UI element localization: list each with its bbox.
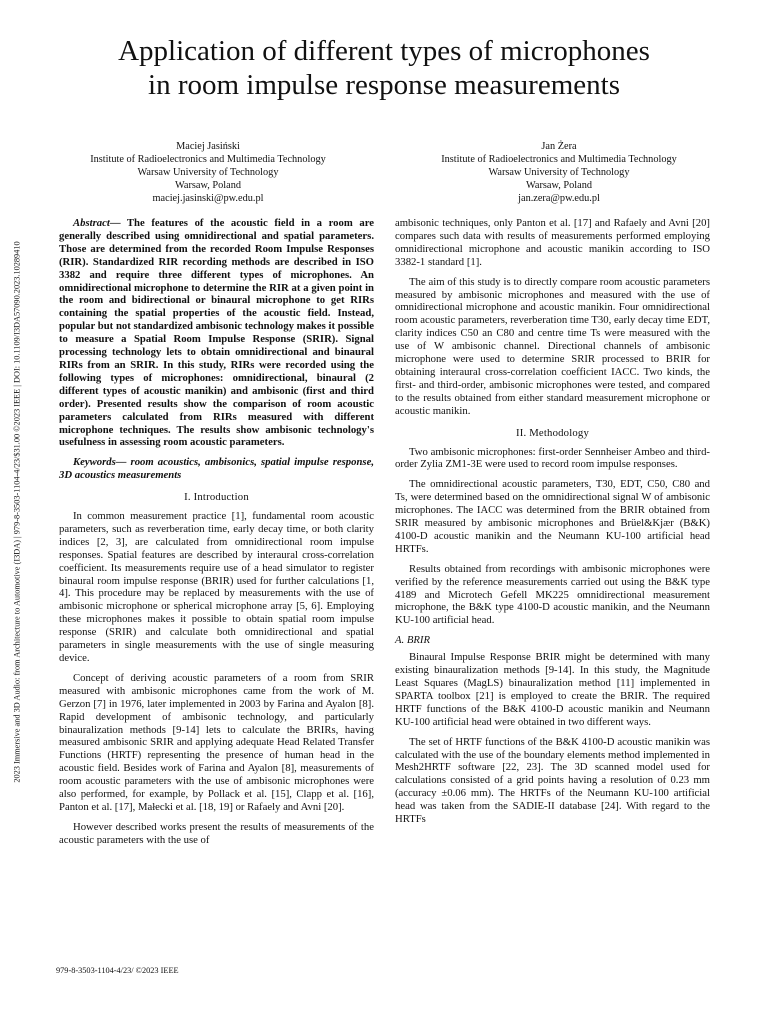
paragraph: Results obtained from recordings with ambisonic microphones were verified by the reference measurements carried out using the B&K type 4189 and Microtech Gefell MK225 omnidirectional measurement microphone, the B&K type 4100-D acoustic manikin, and the Neumann KU-100 artificial head. <box>395 562 710 627</box>
paragraph: ambisonic techniques, only Panton et al. [17] and Rafaely and Avni [20] compares such data with results of measurements performed employing omnidirectional microphone and acoustic manikin according to ISO 3382-1 standard [1]. <box>395 217 710 268</box>
title-line-1: Application of different types of microphones <box>118 35 650 67</box>
subsection-heading-brir: A. BRIR <box>395 634 431 647</box>
author-institute: Institute of Radioelectronics and Multimedia Technology <box>90 154 326 165</box>
abstract <box>59 217 374 449</box>
paragraph: However described works present the results of measurements of the acoustic parameters with the use of <box>59 820 374 846</box>
copyright-footer: 979-8-3503-1104-4/23/ ©2023 IEEE <box>56 966 179 975</box>
paragraph: Concept of deriving acoustic parameters of a room from SRIR measured with ambisonic microphones came from the work of M. Gerzon [7] in 1976, later implemented in 2003 by Farina and Ayalon [8]. Rapid development of ambisonic technology, and particularly binauralization methods [9-14] lets to calculate the BRIRs, having measured ambisonic SRIR and applying adequate Head Related Transfer Functions (HRTF) representing the presence of human head in the acoustic field. Besides work of Farina and Ayalon [8], measurements of room acoustic parameters with the use of ambisonic microphones were also performed, for example, by Pollack et al. [15], Clapp et al. [16], Panton et al. [17], Małecki et al. [18, 19] or Rafaely and Avni [20]. <box>59 671 374 813</box>
author-block-2 <box>409 140 709 205</box>
paragraph: Binaural Impulse Response BRIR might be determined with many existing binauralization methods [9-14]. In this study, the Magnitude Least Squares (MagLS) binauralization method [11] implemented in SPARTA toolbox [21] is employed to create the BRIR. The required HRTF functions of the B&K 4100-D acoustic manikin and Neumann KU-100 artificial head were obtained in two different ways. <box>395 651 710 728</box>
author-city: Warsaw, Poland <box>175 180 241 191</box>
author-email: maciej.jasinski@pw.edu.pl <box>152 193 264 204</box>
abstract-label: Abstract <box>73 217 110 229</box>
keywords-label: Keywords <box>73 456 116 469</box>
author-email: jan.zera@pw.edu.pl <box>518 193 600 204</box>
paragraph: Two ambisonic microphones: first-order Sennheiser Ambeo and third-order Zylia ZM1-3E were used to record room impulse responses. <box>395 445 710 471</box>
author-name: Maciej Jasiński <box>176 141 240 152</box>
paragraph: The set of HRTF functions of the B&K 4100-D acoustic manikin was calculated with the use of the boundary elements method implemented in Mesh2HRTF software [22, 23]. The 3D scanned model used for calculations consisted of a grid points having a resolution of 0.23 mm (accuracy ±0.06 mm). The HRTFs of the Neumann KU-100 artificial head was taken from the SADIE-II database [24]. With regard to the HRTFs <box>395 735 710 826</box>
paragraph: In common measurement practice [1], fundamental room acoustic parameters, such as reverberation time, early decay time, or both clarity indices [2, 3], are calculated from omnidirectional room impulse responses. Spatial features are described by interaural cross-correlation coefficient. Its measurements require use of a head simulator to register binaural room impulse response (BRIR) used for further calculations [1, 4]. This procedure may be replaced by measurements with the use of ambisonic microphone or spherical microphone array [5, 6]. Employing these microphones makes it possible to obtain spatial room impulse response (SRIR) and calculate both omnidirectional and spatial parameters in single measurements with the use of single measuring device. <box>59 510 374 664</box>
keywords <box>59 456 374 482</box>
paragraph: The aim of this study is to directly compare room acoustic parameters measured by ambisonic microphones and measured with the use of omnidirectional microphone and acoustic manikin. Four omnidirectional room acoustic parameters, reverberation time T30, early decay time EDT, clarity indices C50 an C80 and centre time Ts were measured with the use of W ambisonic channel. Directional channels of ambisonic microphone were used to determine SRIR processed to BRIR for obtaining interaural cross-correlation coefficient IACC. Two kinds, the first- and third-order, ambisonic microphones were tested, and compared to the results obtained from either standard measurement microphone or acoustic manikin. <box>395 275 710 417</box>
right-column <box>395 217 710 833</box>
author-university: Warsaw University of Technology <box>137 167 279 178</box>
abstract-text: — The features of the acoustic field in a room are generally described using omnidirectional and spatial parameters. Those are determined from the recorded Room Impulse Responses (RIR). Standardized RIR recording methods are described in ISO 3382 and require three different types of microphones. An omnidirectional microphone to determine the RIR at a given point in the room and bidirectional or binaural microphone to get RIRs containing the spatial properties of the acoustic field. Instead, popular but not standardized ambisonic technology makes it possible to measure a Spatial Room Impulse Response (SRIR). Signal processing technology lets to obtain omnidirectional and binaural RIRs from an SRIR. In this study, RIRs were recorded using the following types of microphones: omnidirectional, binaural (2 different types of acoustic manikin) and ambisonic (first and third order). Presented results show the comparison of room acoustic parameters calculated from RIRs measured with different microphone techniques. The results show ambisonic technology's usefulness in assessing room acoustic parameters. <box>59 217 374 449</box>
section-heading-introduction: I. Introduction <box>184 491 249 504</box>
author-block-1 <box>58 140 358 205</box>
title-line-2: in room impulse response measurements <box>148 69 620 101</box>
author-institute: Institute of Radioelectronics and Multimedia Technology <box>441 154 677 165</box>
left-column <box>59 217 374 854</box>
keywords-text: — room acoustics, ambisonics, spatial impulse response, 3D acoustics measurements <box>59 456 374 482</box>
author-university: Warsaw University of Technology <box>488 167 630 178</box>
author-city: Warsaw, Poland <box>526 180 592 191</box>
section-heading-methodology: II. Methodology <box>515 426 590 439</box>
paragraph: The omnidirectional acoustic parameters, T30, EDT, C50, C80 and Ts, were determined based on the omnidirectional signal W of ambisonic microphones. The IACC was determined from the BRIR obtained from SRIR measured by ambisonic microphones and Brüel&Kjær (B&K) 4100-D acoustic manikin and the Neumann KU-100 artificial head HRTFs. <box>395 478 710 555</box>
author-name: Jan Żera <box>541 141 577 152</box>
doi-sidebar: 2023 Immersive and 3D Audio: from Architecture to Automotive (I3DA) | 979-8-3503-1104-4/23/$31.00 ©2023 IEEE | DOI: 10.1109/I3DA57090.2023.10289410 <box>12 241 22 783</box>
paper-title <box>40 34 728 102</box>
